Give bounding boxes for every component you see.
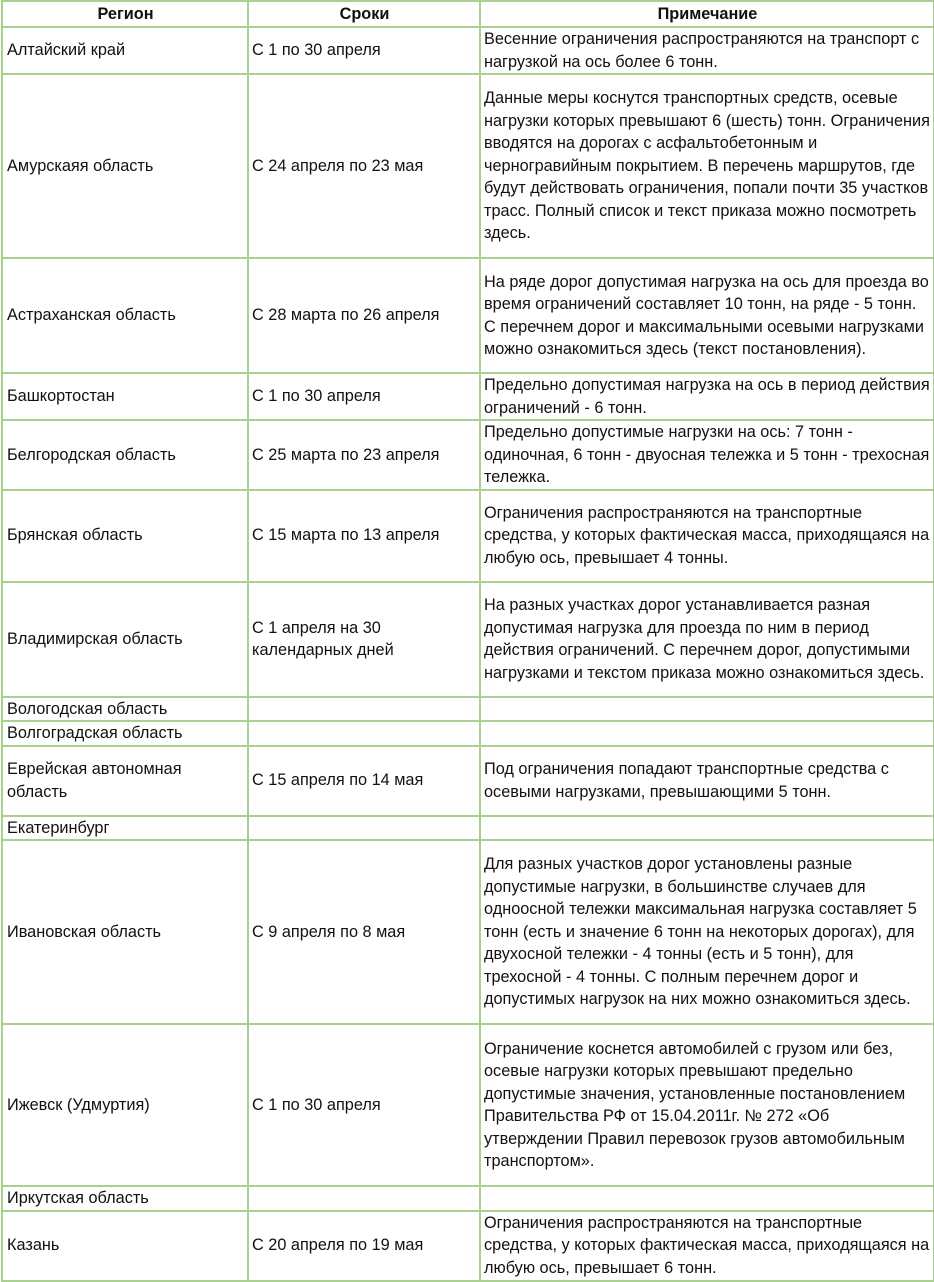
table-row — [2, 746, 934, 816]
note-cell — [480, 1186, 934, 1211]
region-cell: Иркутская область — [2, 1186, 248, 1211]
restrictions-table — [1, 0, 934, 1282]
term-cell: С 1 по 30 апреля — [248, 27, 480, 74]
region-cell: Белгородская область — [2, 420, 248, 490]
table-row — [2, 697, 934, 722]
note-cell — [480, 721, 934, 746]
table-row — [2, 1211, 934, 1281]
region-cell: Волгоградская область — [2, 721, 248, 746]
header-note: Примечание — [480, 1, 934, 27]
table-row — [2, 721, 934, 746]
region-cell: Амурскаяя область — [2, 74, 248, 258]
header-term: Сроки — [248, 1, 480, 27]
note-cell: Предельно допустимая нагрузка на ось в период действия ограничений - 6 тонн. — [480, 373, 934, 420]
term-cell: С 24 апреля по 23 мая — [248, 74, 480, 258]
region-cell: Екатеринбург — [2, 816, 248, 841]
region-cell: Ижевск (Удмуртия) — [2, 1024, 248, 1186]
table-row — [2, 373, 934, 420]
note-cell: Под ограничения попадают транспортные средства с осевыми нагрузками, превышающими 5 тонн. — [480, 746, 934, 816]
region-cell: Казань — [2, 1211, 248, 1281]
note-cell — [480, 816, 934, 841]
term-cell: С 25 марта по 23 апреля — [248, 420, 480, 490]
note-cell: На разных участках дорог устанавливается разная допустимая нагрузка для проезда по ним в период действия ограничений. С перечнем дорог, допустимыми нагрузками и текстом приказа можно ознакомиться здесь. — [480, 582, 934, 697]
note-cell: Предельно допустимые нагрузки на ось: 7 тонн - одиночная, 6 тонн - двуосная тележка и 5 тонн - трехосная тележка. — [480, 420, 934, 490]
table-row — [2, 74, 934, 258]
region-cell: Алтайский край — [2, 27, 248, 74]
region-cell: Башкортостан — [2, 373, 248, 420]
table-row — [2, 258, 934, 373]
table-row — [2, 1024, 934, 1186]
region-cell: Ивановская область — [2, 840, 248, 1024]
term-cell — [248, 1186, 480, 1211]
header-row — [2, 1, 934, 27]
note-cell: Ограничение коснется автомобилей с грузом или без, осевые нагрузки которых превышают предельно допустимые значения, установленные постановлением Правительства РФ от 15.04.2011г. № 272 «Об утверждении Правил перевозок грузов автомобильным транспортом». — [480, 1024, 934, 1186]
term-cell: С 15 марта по 13 апреля — [248, 490, 480, 582]
term-cell: С 1 апреля на 30 календарных дней — [248, 582, 480, 697]
table-row — [2, 27, 934, 74]
table-row — [2, 816, 934, 841]
note-cell: Ограничения распространяются на транспортные средства, у которых фактическая масса, приходящаяся на любую ось, превышает 6 тонн. — [480, 1211, 934, 1281]
term-cell — [248, 816, 480, 841]
note-cell: Для разных участков дорог установлены разные допустимые нагрузки, в большинстве случаев для одноосной тележки максимальная нагрузка составляет 5 тонн (есть и значение 6 тонн на некоторых дорогах), для двухосной тележки - 4 тонны (есть и 5 тонн), для трехосной - 4 тонны. С полным перечнем дорог и допустимых нагрузок на них можно ознакомиться здесь. — [480, 840, 934, 1024]
region-cell: Еврейская автономная область — [2, 746, 248, 816]
term-cell: С 1 по 30 апреля — [248, 1024, 480, 1186]
term-cell: С 28 марта по 26 апреля — [248, 258, 480, 373]
header-region: Регион — [2, 1, 248, 27]
table-row — [2, 420, 934, 490]
table-row — [2, 1186, 934, 1211]
table-row — [2, 840, 934, 1024]
term-cell — [248, 721, 480, 746]
region-cell: Астраханская область — [2, 258, 248, 373]
note-cell: Ограничения распространяются на транспортные средства, у которых фактическая масса, приходящаяся на любую ось, превышает 4 тонны. — [480, 490, 934, 582]
note-cell: На ряде дорог допустимая нагрузка на ось для проезда во время ограничений составляет 10 тонн, на ряде - 5 тонн. С перечнем дорог и максимальными осевыми нагрузками можно ознакомиться здесь (текст постановления). — [480, 258, 934, 373]
term-cell — [248, 697, 480, 722]
table-row — [2, 582, 934, 697]
term-cell: С 1 по 30 апреля — [248, 373, 480, 420]
table-row — [2, 490, 934, 582]
term-cell: С 9 апреля по 8 мая — [248, 840, 480, 1024]
region-cell: Владимирская область — [2, 582, 248, 697]
note-cell: Весенние ограничения распространяются на транспорт с нагрузкой на ось более 6 тонн. — [480, 27, 934, 74]
term-cell: С 20 апреля по 19 мая — [248, 1211, 480, 1281]
note-cell: Данные меры коснутся транспортных средств, осевые нагрузки которых превышают 6 (шесть) тонн. Ограничения вводятся на дорогах с асфальтобетонным и черногравийным покрытием. В перечень маршрутов, где будут действовать ограничения, попали почти 35 участков трасс. Полный список и текст приказа можно посмотреть здесь. — [480, 74, 934, 258]
term-cell: С 15 апреля по 14 мая — [248, 746, 480, 816]
region-cell: Вологодская область — [2, 697, 248, 722]
region-cell: Брянская область — [2, 490, 248, 582]
note-cell — [480, 697, 934, 722]
